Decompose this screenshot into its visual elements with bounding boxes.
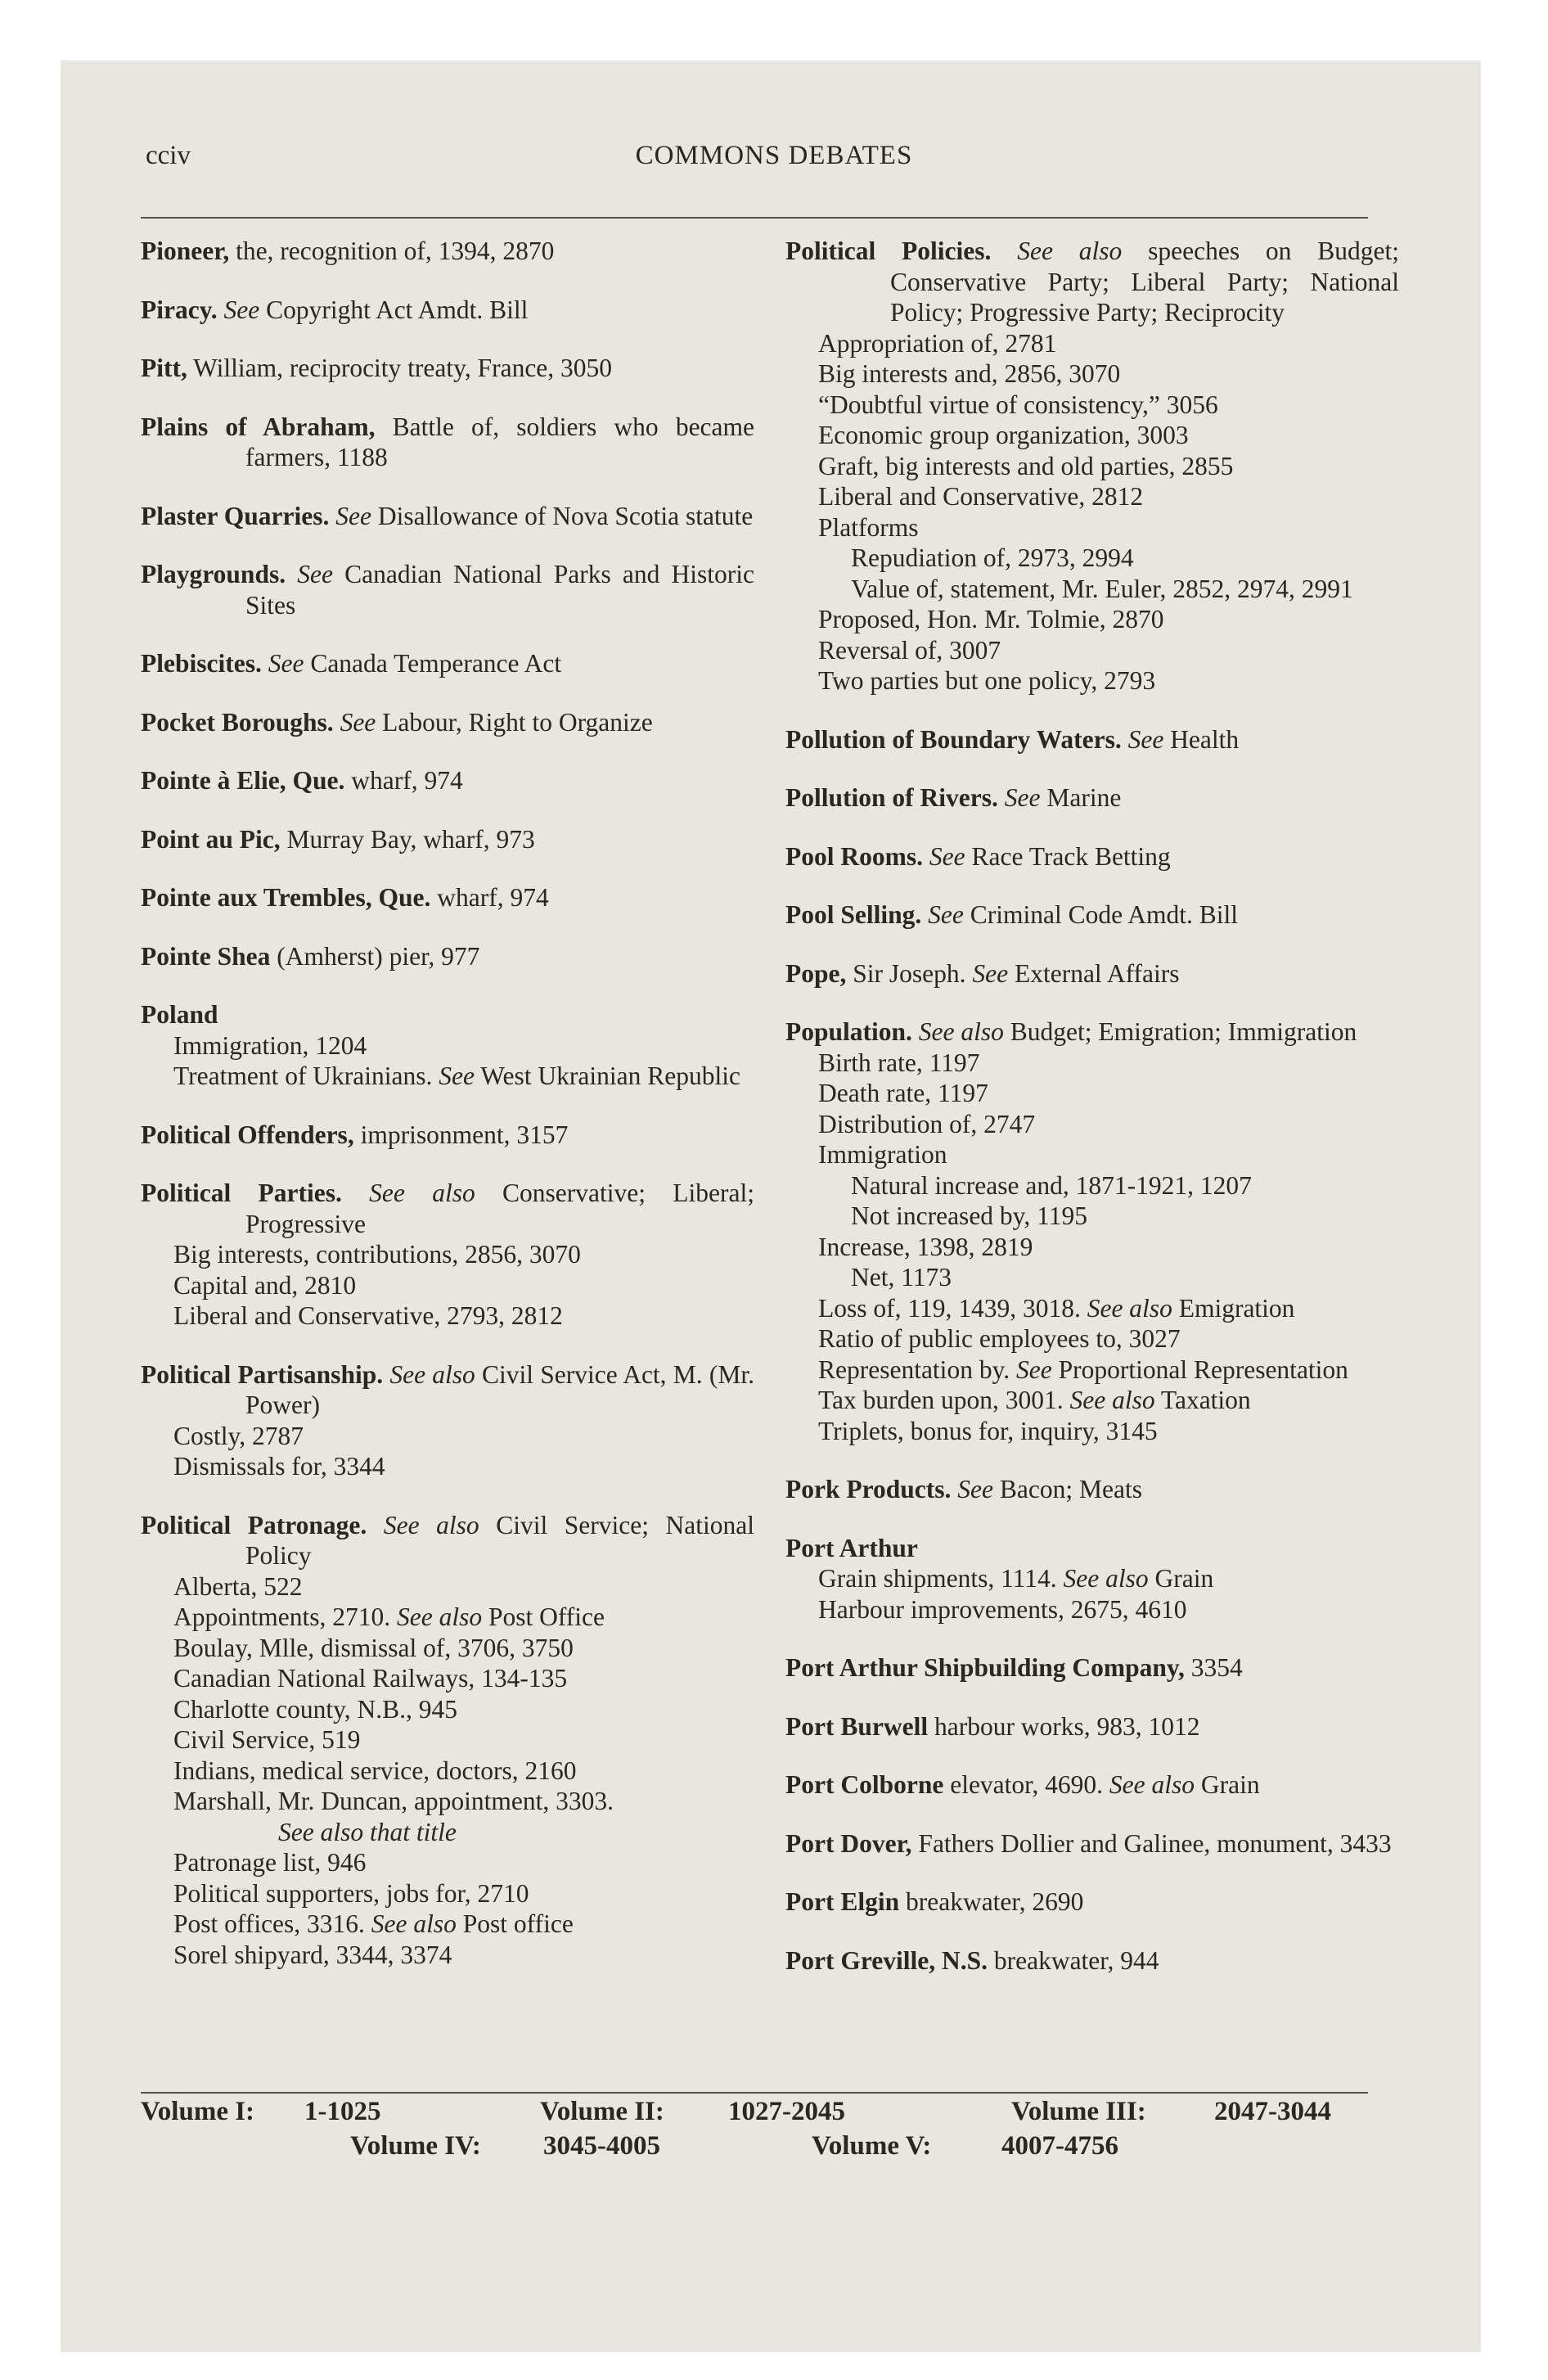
subentry: Political supporters, jobs for, 2710 [173, 1878, 529, 1908]
see-reference: See [335, 501, 371, 530]
subentry: Liberal and Conservative, 2812 [818, 482, 1144, 511]
entry-text: Civil Service; National Policy [245, 1510, 754, 1570]
index-entry-pointe-aux-trembles [141, 882, 754, 913]
index-entry-piracy [141, 295, 754, 326]
entry-text: Canadian National Parks and Historic Sites [245, 560, 755, 620]
subentry [785, 1355, 1399, 1386]
entry-text: Labour, Right to Organize [376, 707, 653, 737]
see-reference: See [340, 707, 376, 737]
entry-heading: Port Arthur Shipbuilding Company, [785, 1653, 1185, 1682]
subentry-text: Loss of, 119, 1439, 3018. [818, 1293, 1081, 1323]
entry-heading: Pointe Shea [141, 941, 271, 971]
entry-text: Murray Bay, wharf, 973 [280, 824, 535, 854]
entry-heading: Pork Products. [785, 1475, 952, 1503]
subentry: Canadian National Railways, 134-135 [173, 1664, 568, 1693]
subentry: Harbour improvements, 2675, 4610 [818, 1594, 1187, 1624]
volume-4-range: 3045-4005 [543, 2131, 660, 2161]
entry-heading: Port Arthur [785, 1533, 918, 1562]
index-entry-port-burwell [785, 1711, 1399, 1742]
see-reference: See also [397, 1602, 483, 1631]
subentry [141, 1909, 754, 1940]
subentry: Alberta, 522 [173, 1571, 303, 1601]
entry-heading: Pollution of Rivers. [785, 783, 998, 812]
entry-text: Canada Temperance Act [304, 649, 562, 678]
see-reference: See also [1109, 1770, 1195, 1799]
see-reference: See also [383, 1510, 479, 1539]
subentry: Immigration, 1204 [173, 1030, 367, 1060]
see-reference: See also [371, 1909, 457, 1938]
subentry [785, 1563, 1399, 1594]
see-reference: See also [1069, 1386, 1155, 1414]
subentry: Patronage list, 946 [173, 1848, 367, 1877]
entry-heading: Point au Pic, [141, 824, 281, 854]
footer-rule [141, 2092, 1368, 2094]
subentry [785, 1385, 1399, 1416]
see-reference: See also that title [278, 1817, 457, 1846]
index-entry-political-partisanship [141, 1359, 754, 1482]
volume-3-label: Volume III: [1011, 2097, 1146, 2126]
volume-1-label: Volume I: [141, 2097, 255, 2126]
volume-3-range: 2047-3044 [1214, 2097, 1331, 2126]
volume-2-range: 1027-2045 [728, 2097, 845, 2126]
subentry: Immigration [818, 1140, 947, 1169]
entry-text: (Amherst) pier, 977 [270, 941, 480, 971]
index-entry-port-colborne [785, 1769, 1399, 1801]
entry-heading: Port Colborne [785, 1770, 944, 1799]
entry-text: imprisonment, 3157 [353, 1120, 569, 1149]
subentry: Appropriation of, 2781 [818, 328, 1057, 358]
see-reference: See also [1017, 237, 1123, 265]
subentry-text: Grain [1148, 1564, 1214, 1593]
index-entry-pool-rooms [785, 841, 1399, 872]
entry-heading: Pitt, [141, 354, 187, 382]
entry-heading: Plebiscites. [141, 649, 262, 678]
index-entry-pope [785, 958, 1399, 989]
index-entry-pork-products [785, 1474, 1399, 1505]
entry-heading: Pocket Boroughs. [141, 707, 334, 737]
entry-heading: Political Patronage. [141, 1510, 367, 1539]
subentry-text: Treatment of Ukrainians. [173, 1062, 433, 1090]
volume-5-label: Volume V: [812, 2131, 932, 2161]
subentry: Distribution of, 2747 [818, 1109, 1036, 1138]
entry-text: Health [1163, 724, 1240, 754]
entry-text: Civil Service Act, M. (Mr. Power) [245, 1359, 754, 1419]
see-reference: See [297, 560, 333, 588]
entry-text: harbour works, 983, 1012 [928, 1711, 1200, 1741]
index-entry-port-elgin [785, 1886, 1399, 1918]
volume-2-label: Volume II: [540, 2097, 664, 2126]
entry-heading: Playgrounds. [141, 560, 286, 588]
subentry-text: Representation by. [818, 1355, 1010, 1384]
entry-text: Marine [1040, 783, 1122, 812]
subsubentry: Value of, statement, Mr. Euler, 2852, 2974, 2991 [851, 574, 1353, 603]
entry-heading: Political Partisanship. [141, 1359, 384, 1389]
entry-heading: Population. [785, 1017, 912, 1046]
subentry: Indians, medical service, doctors, 2160 [173, 1756, 577, 1785]
entry-text: Race Track Betting [965, 841, 1171, 871]
subentry: Boulay, Mlle, dismissal of, 3706, 3750 [173, 1633, 574, 1662]
index-entry-plaster-quarries [141, 501, 754, 532]
entry-heading: Port Greville, N.S. [785, 1945, 988, 1975]
subentry: Big interests and, 2856, 3070 [818, 359, 1121, 388]
see-reference: See [929, 841, 965, 871]
subentry: Costly, 2787 [173, 1421, 304, 1450]
index-entry-port-arthur [785, 1533, 1399, 1625]
entry-heading: Pioneer, [141, 237, 230, 265]
entry-text: Battle of, soldiers who became farmers, 1188 [245, 412, 754, 471]
index-entry-pollution-rivers [785, 782, 1399, 814]
entry-heading: Poland [141, 1000, 218, 1029]
subentry: Death rate, 1197 [818, 1079, 988, 1107]
subentry: Capital and, 2810 [173, 1270, 357, 1300]
index-entry-poland [141, 999, 754, 1092]
entry-text: External Affairs [1008, 958, 1180, 988]
subentry: Graft, big interests and old parties, 2855 [818, 451, 1234, 480]
subentry: Proposed, Hon. Mr. Tolmie, 2870 [818, 605, 1164, 633]
index-entry-plebiscites [141, 648, 754, 679]
right-column [785, 236, 1399, 2004]
entry-text: 3354 [1184, 1653, 1243, 1682]
subentry: Dismissals for, 3344 [173, 1452, 385, 1481]
subentry: Platforms [818, 512, 919, 542]
subentry: Sorel shipyard, 3344, 3374 [173, 1940, 452, 1969]
entry-text: Fathers Dollier and Galinee, monument, 3433 [911, 1828, 1392, 1858]
entry-heading: Port Burwell [785, 1711, 929, 1741]
subentry: Liberal and Conservative, 2793, 2812 [173, 1301, 563, 1330]
subentry: Big interests, contributions, 2856, 3070 [173, 1240, 581, 1269]
header-rule [141, 217, 1368, 219]
subentry-text: Appointments, 2710. [173, 1602, 391, 1631]
index-entry-port-arthur-shipbuilding [785, 1652, 1399, 1684]
subentry: “Doubtful virtue of consistency,” 3056 [818, 390, 1218, 419]
see-reference: See [268, 649, 304, 678]
entry-text: elevator, 4690. [943, 1770, 1109, 1799]
subsubentry: Net, 1173 [851, 1263, 952, 1291]
index-entry-pointe-shea [141, 941, 754, 972]
subentry [785, 1293, 1399, 1324]
entry-heading: Piracy. [141, 295, 218, 324]
entry-heading: Pool Rooms. [785, 841, 923, 871]
entry-text: speeches on Budget; Conservative Party; Liberal Party; National Policy; Progressive Party; Reciprocity [890, 237, 1400, 327]
entry-text: Criminal Code Amdt. Bill [963, 900, 1239, 929]
entry-heading: Pope, [785, 958, 847, 988]
entry-heading: Political Offenders, [141, 1120, 354, 1149]
see-reference: See [439, 1062, 475, 1090]
subentry-text: Post office [456, 1909, 574, 1938]
entry-heading: Pointe aux Trembles, Que. [141, 883, 431, 912]
see-reference: See [223, 295, 260, 324]
see-reference: See [1016, 1355, 1052, 1384]
subentry [141, 1602, 754, 1633]
index-entry-political-policies [785, 236, 1399, 696]
page-number: cciv [146, 141, 191, 170]
subentry [141, 1786, 754, 1847]
subsubentry: Repudiation of, 2973, 2994 [851, 543, 1134, 572]
entry-heading: Pool Selling. [785, 900, 922, 929]
see-reference: See also [369, 1179, 475, 1207]
running-head: COMMONS DEBATES [635, 141, 913, 170]
see-reference: See [928, 900, 964, 929]
subsubentry: Natural increase and, 1871-1921, 1207 [851, 1170, 1252, 1200]
entry-text: Disallowance of Nova Scotia statute [371, 501, 754, 530]
entry-heading: Pollution of Boundary Waters. [785, 724, 1122, 754]
index-entry-playgrounds [141, 559, 754, 620]
subentry: Increase, 1398, 2819 [818, 1232, 1033, 1261]
entry-text: Budget; Emigration; Immigration [1003, 1017, 1357, 1046]
subentry-text: Post offices, 3316. [173, 1909, 365, 1938]
entry-text: wharf, 974 [430, 883, 549, 912]
entry-text: wharf, 974 [344, 766, 463, 795]
subentry: Charlotte county, N.B., 945 [173, 1694, 458, 1724]
subentry-text: Marshall, Mr. Duncan, appointment, 3303. [173, 1787, 614, 1815]
subsubentry: Not increased by, 1195 [851, 1201, 1087, 1230]
subentry: Two parties but one policy, 2793 [818, 666, 1156, 695]
index-entry-pioneer [141, 236, 754, 267]
see-reference: See [957, 1475, 994, 1503]
entry-heading: Political Policies. [785, 237, 992, 265]
entry-text: Sir Joseph. [846, 958, 973, 988]
see-reference: See [972, 958, 1009, 988]
entry-heading: Port Elgin [785, 1887, 900, 1916]
entry-text: Bacon; Meats [993, 1475, 1142, 1503]
index-entry-pointe-a-elie [141, 765, 754, 796]
subentry-text: Taxation [1154, 1386, 1251, 1414]
index-entry-political-patronage [141, 1510, 754, 1971]
subentry-text: Proportional Representation [1051, 1355, 1348, 1384]
index-entry-population [785, 1016, 1399, 1446]
index-entry-political-offenders [141, 1120, 754, 1151]
see-reference: See also [1063, 1564, 1149, 1593]
entry-text: breakwater, 944 [988, 1945, 1159, 1975]
index-entry-pool-selling [785, 899, 1399, 931]
entry-heading: Plains of Abraham, [141, 412, 376, 441]
subentry-text: Post Office [482, 1602, 605, 1631]
left-column [141, 236, 754, 1998]
entry-text: the, recognition of, 1394, 2870 [229, 237, 555, 265]
see-reference: See [1127, 724, 1164, 754]
entry-text: William, reciprocity treaty, France, 3050 [187, 354, 613, 382]
entry-text: breakwater, 2690 [899, 1887, 1084, 1916]
see-reference: See also [389, 1359, 475, 1389]
see-reference: See also [918, 1017, 1004, 1046]
see-reference: See [1004, 783, 1041, 812]
volume-5-range: 4007-4756 [1001, 2131, 1118, 2161]
index-entry-political-parties [141, 1178, 754, 1332]
subentry: Civil Service, 519 [173, 1725, 361, 1754]
subentry-text: West Ukrainian Republic [475, 1062, 740, 1090]
entry-heading: Political Parties. [141, 1179, 342, 1207]
subentry: Ratio of public employees to, 3027 [818, 1324, 1181, 1353]
see-reference: See also [1087, 1293, 1172, 1323]
entry-text: Copyright Act Amdt. Bill [259, 295, 529, 324]
index-entry-pollution-boundary-waters [785, 724, 1399, 755]
subentry-text: Tax burden upon, 3001. [818, 1386, 1064, 1414]
subentry: Birth rate, 1197 [818, 1048, 980, 1077]
subentry [141, 1061, 754, 1092]
index-entry-port-greville [785, 1945, 1399, 1977]
subentry: Triplets, bonus for, inquiry, 3145 [818, 1416, 1158, 1445]
entry-heading: Port Dover, [785, 1828, 912, 1858]
index-entry-plains-of-abraham [141, 412, 754, 473]
subentry: Reversal of, 3007 [818, 635, 1001, 665]
subentry: Economic group organization, 3003 [818, 421, 1189, 449]
entry-heading: Pointe à Elie, Que. [141, 766, 345, 795]
subentry-text: Emigration [1172, 1293, 1295, 1323]
subentry-text: Grain shipments, 1114. [818, 1564, 1057, 1593]
volume-1-range: 1-1025 [304, 2097, 381, 2126]
entry-text: Grain [1195, 1770, 1260, 1799]
volume-4-label: Volume IV: [350, 2131, 481, 2161]
index-entry-pitt [141, 353, 754, 384]
index-entry-point-au-pic [141, 824, 754, 855]
entry-heading: Plaster Quarries. [141, 501, 330, 530]
entry-text: Conservative; Liberal; Progressive [245, 1179, 754, 1238]
index-entry-port-dover [785, 1828, 1399, 1859]
index-entry-pocket-boroughs [141, 707, 754, 738]
